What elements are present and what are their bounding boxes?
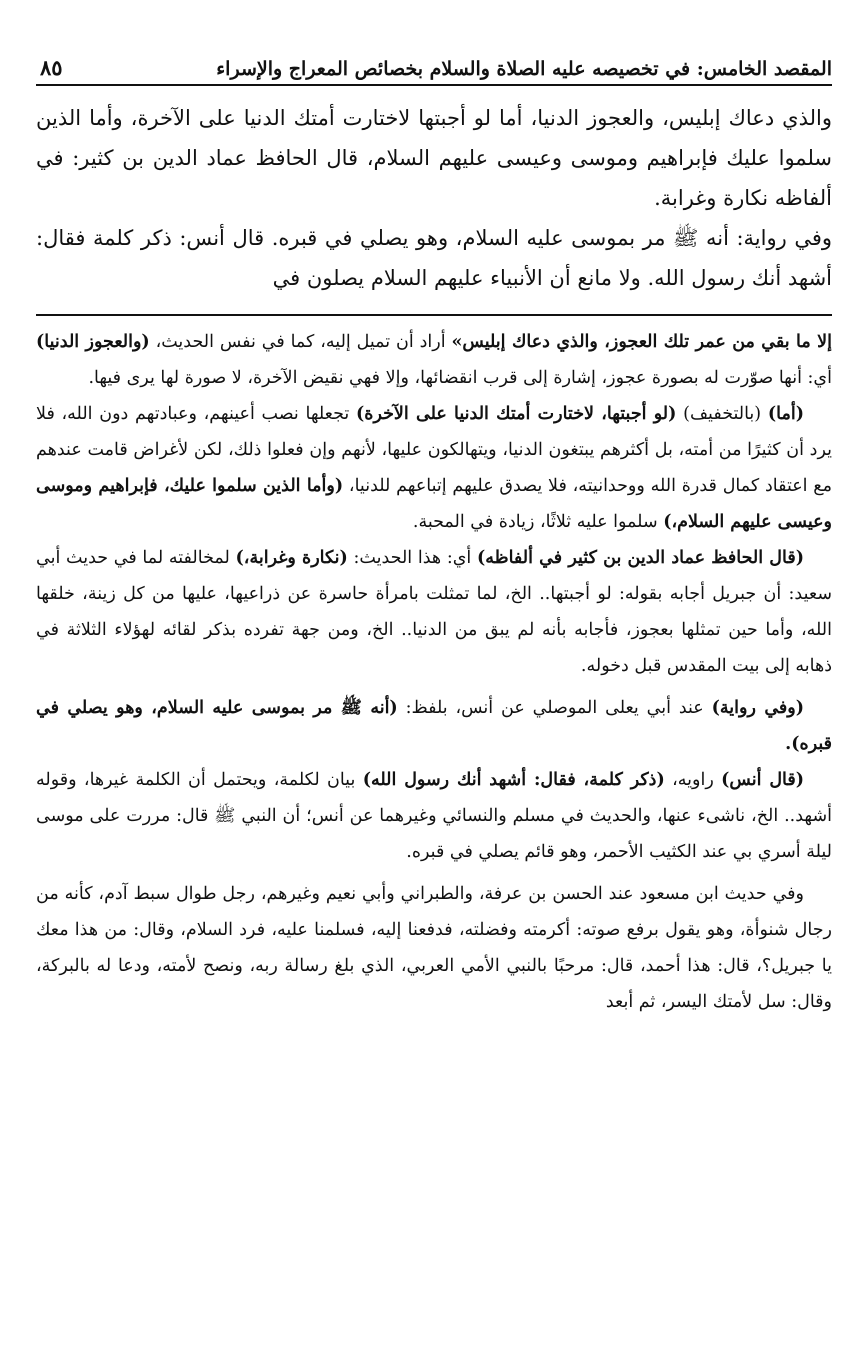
commentary-text: تجعلها نصب أعينهم، وعبادتهم دون الله، فلا يرد أن كثيرًا من أمته، بل أكثرهم يبتغون الدنيا، ويتهالكون عليها، لأنهم وإن فعلوا ذلك، لكن لأغراض قامت عندهم مع اعتقاد كمال قدرة الله ووحدانيته، فلا يصدق عليهم إتباعهم للدنيا، (36, 404, 832, 496)
commentary-paragraph (36, 396, 832, 540)
commentary-text: بيان لكلمة، ويحتمل أن الكلمة غيرها، وقوله أشهد.. الخ، ناشىء عنها، والحديث في مسلم والنسائي وغيرهما عن أنس؛ أن النبي ﷺ قال: مررت على موسى ليلة أسري بي عند الكثيب الأحمر، وهو قائم يصلي في قبره. (36, 770, 832, 862)
commentary-paragraph (36, 690, 832, 762)
commentary-paragraph (36, 324, 832, 396)
quoted-text: (نكارة وغرابة،) (235, 548, 348, 568)
commentary-text: لمخالفته لما في حديث أبي سعيد: أن جبريل أجابه بقوله: لو أجبتها.. الخ، لما تمثلت بامرأة حاسرة عن ذراعيها، عليها من كل زينة، خلقها الله، وأما حين تمثلها بعجوز، فأجابه بأنه لم يبق من الدنيا.. الخ، ومن جهة تفرده بذكر لقائه لهؤلاء الثلاثة في ذهابه إلى بيت المقدس قبل دخوله. (36, 548, 832, 676)
page-number: ٨٥ (40, 55, 63, 80)
quoted-text: (قال أنس) (721, 770, 805, 790)
commentary-paragraph: وفي حديث ابن مسعود عند الحسن بن عرفة، والطبراني وأبي نعيم وغيرهم، رجل طوال سبط آدم، كأنه من رجال شنوأة، وهو يقول برفع صوته: أكرمته وفضلته، فدفعنا إليه، فسلمنا عليه، فرد السلام، وقال: من هذا معك يا جبريل؟، قال: هذا أحمد، قال: مرحبًا بالنبي الأمي العربي، الذي بلغ رسالة ربه، ونصح لأمته، ودعا له بالبركة، وقال: سل لأمتك اليسر، ثم أبعد (36, 884, 832, 1012)
book-page (36, 40, 832, 1020)
commentary-text: راويه، (664, 770, 722, 790)
quoted-text: (أنه ﷺ مر بموسى عليه السلام، وهو يصلي في قبره). (36, 698, 832, 754)
main-paragraph: وفي رواية: أنه ﷺ مر بموسى عليه السلام، وهو يصلي في قبره. قال أنس: ذكر كلمة فقال: أشهد أنك رسول الله. ولا مانع أن الأنبياء عليهم السلام يصلون في (36, 226, 832, 290)
commentary-text: أي: هذا الحديث: (347, 548, 477, 568)
commentary-text: (بالتخفيف) (676, 404, 768, 424)
quoted-text: (وفي رواية) (711, 698, 804, 718)
commentary-divider (36, 314, 832, 316)
commentary-text: أي: أنها صوّرت له بصورة عجوز، إشارة إلى قرب انقضائها، وإلا فهي نقيض الآخرة، لا صورة لها يرى فيها. (88, 368, 832, 388)
commentary-text: سلموا عليه ثلاثًا، زيادة في المحبة. (412, 512, 664, 532)
commentary-paragraph (36, 540, 832, 684)
quoted-text: (قال الحافظ عماد الدين بن كثير في ألفاظه) (476, 548, 804, 568)
commentary-text: عند أبي يعلى الموصلي عن أنس، بلفظ: (397, 698, 712, 718)
running-title: المقصد الخامس: في تخصيصه عليه الصلاة والسلام بخصائص المعراج والإسراء (216, 58, 832, 80)
quoted-text: (والعجوز الدنيا) (36, 332, 150, 352)
main-paragraph: والذي دعاك إبليس، والعجوز الدنيا، أما لو أجبتها لاختارت أمتك الدنيا على الآخرة، وأما الذين سلموا عليك فإبراهيم وموسى وعيسى عليهم السلام، قال الحافظ عماد الدين بن كثير: في ألفاظه نكارة وغرابة. (36, 106, 832, 210)
page-header (36, 40, 832, 86)
quoted-text: إلا ما بقي من عمر تلك العجوز، والذي دعاك إبليس» (451, 332, 832, 352)
quoted-text: (ذكر كلمة، فقال: أشهد أنك رسول الله) (362, 770, 665, 790)
quoted-text: (أما) (767, 404, 804, 424)
quoted-text: (وأما الذين سلموا عليك، فإبراهيم وموسى وعيسى عليهم السلام،) (36, 476, 832, 532)
commentary-paragraph (36, 762, 832, 870)
main-text (36, 98, 832, 298)
commentary-text: أراد أن تميل إليه، كما في نفس الحديث، (149, 332, 452, 352)
commentary (36, 324, 832, 1020)
quoted-text: (لو أجبتها، لاختارت أمتك الدنيا على الآخرة) (356, 404, 677, 424)
